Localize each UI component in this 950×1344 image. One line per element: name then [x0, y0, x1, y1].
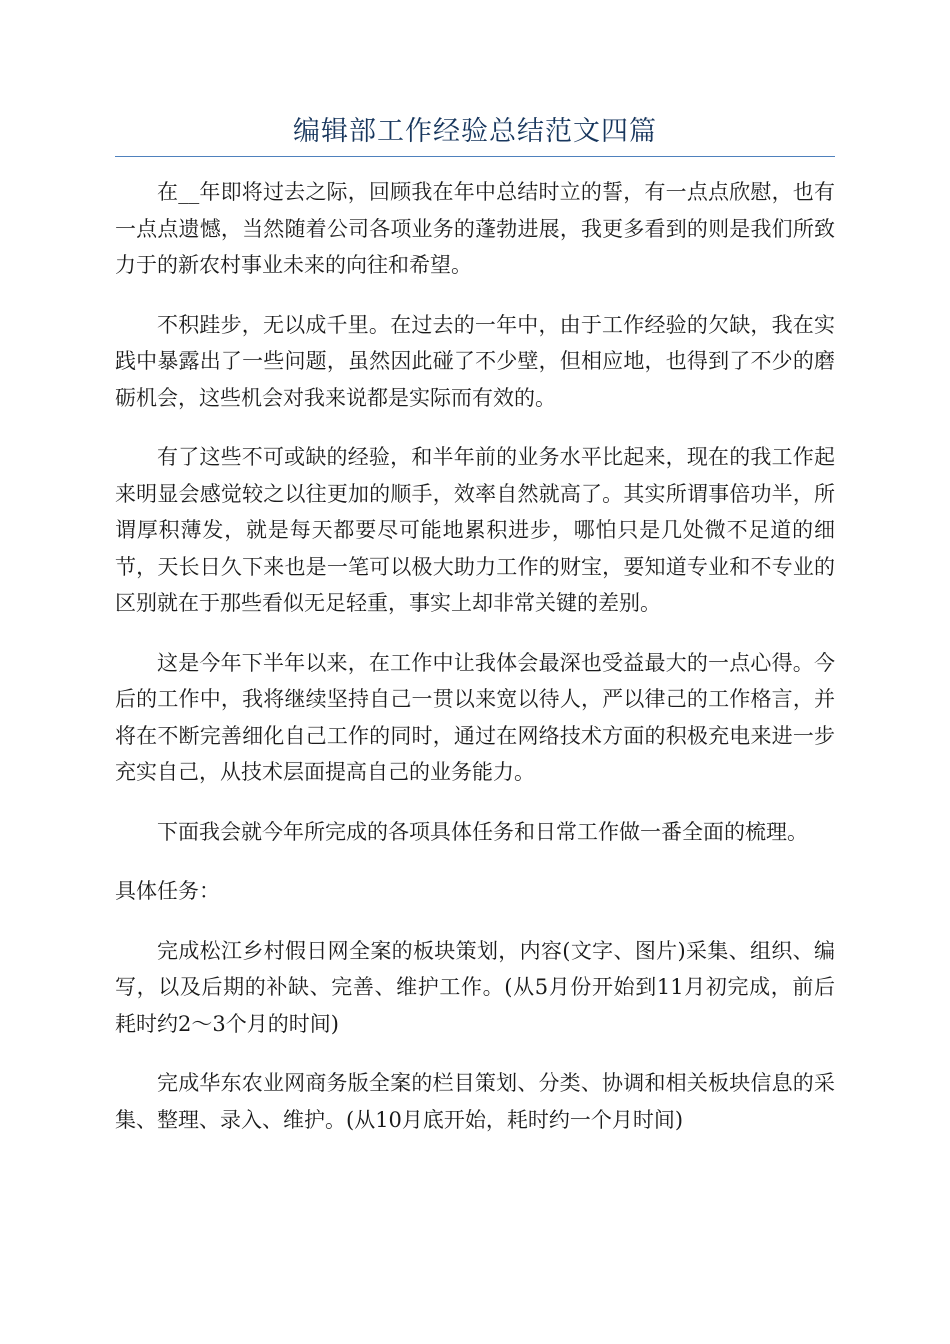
- paragraph-task-1: 完成松江乡村假日网全案的板块策划，内容(文字、图片)采集、组织、编写，以及后期的补缺、完善、维护工作。(从5月份开始到11月初完成，前后耗时约2～3个月的时间): [115, 938, 835, 1036]
- paragraph-progress: 有了这些不可或缺的经验，和半年前的业务水平比起来，现在的我工作起来明显会感觉较之以往更加的顺手，效率自然就高了。其实所谓事倍功半，所谓厚积薄发，就是每天都要尽可能地累积进步，哪怕只是几处微不足道的细节，天长日久下来也是一笔可以极大助力工作的财宝，要知道专业和不专业的区别就在于那些看似无足轻重，事实上却非常关键的差别。: [115, 445, 835, 615]
- paragraph-experience: 不积跬步，无以成千里。在过去的一年中，由于工作经验的欠缺，我在实践中暴露出了一些问题，虽然因此碰了不少壁，但相应地，也得到了不少的磨砺机会，这些机会对我来说都是实际而有效的。: [115, 312, 835, 410]
- document-title: 编辑部工作经验总结范文四篇: [293, 116, 657, 147]
- paragraph-insight: 这是今年下半年以来，在工作中让我体会最深也受益最大的一点心得。今后的工作中，我将继续坚持自己一贯以来宽以待人，严以律己的工作格言，并将在不断完善细化自己工作的同时，通过在网络技术方面的积极充电来进一步充实自己，从技术层面提高自己的业务能力。: [115, 650, 835, 784]
- paragraph-overview: 下面我会就今年所完成的各项具体任务和日常工作做一番全面的梳理。: [157, 819, 808, 844]
- document-body: [115, 174, 835, 1161]
- title-block: [115, 112, 835, 157]
- paragraph-intro: 在__年即将过去之际，回顾我在年中总结时立的誓，有一点点欣慰，也有一点点遗憾，当然随着公司各项业务的蓬勃进展，我更多看到的则是我们所致力于的新农村事业未来的向往和希望。: [115, 180, 835, 277]
- paragraph-task-2: 完成华东农业网商务版全案的栏目策划、分类、协调和相关板块信息的采集、整理、录入、维护。(从10月底开始，耗时约一个月时间): [115, 1071, 835, 1132]
- section-heading-tasks: 具体任务：: [115, 879, 220, 903]
